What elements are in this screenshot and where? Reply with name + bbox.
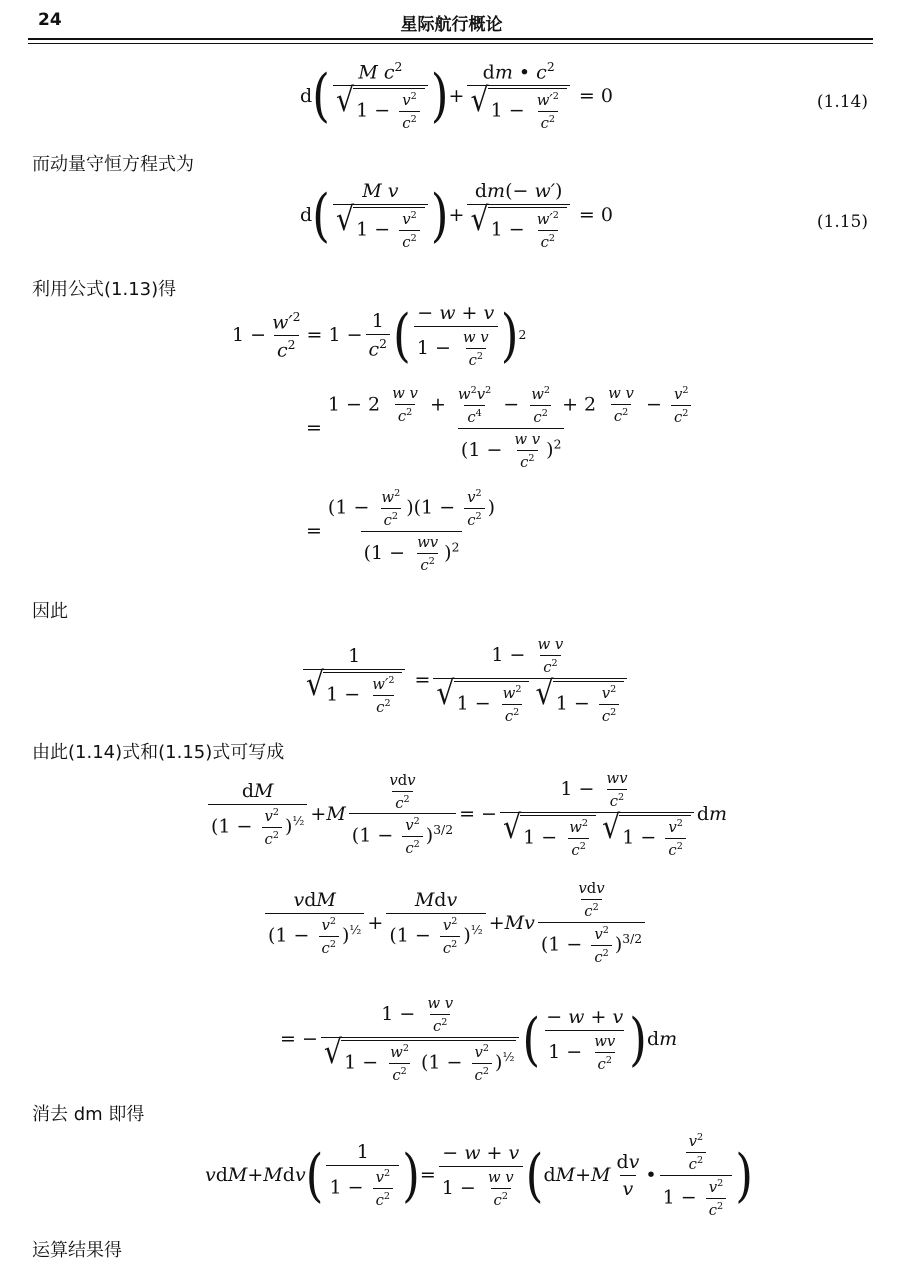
equation-rewrite-a: dM (1 − $\frac{v^2}{c^2}$ )$^{\frac{1}{2}}$ + M $\frac{\text{vdv}}{c^2}$ (1 − $\frac{v^2}{c^2}$ )$^{3/2}$ = − 1 − $\frac{wv}{c^2}$ √ 1 − $\frac{w^2}{c^2}$ √ 1 − $\frac{v^2}{c^2}$ d m (205, 770, 727, 859)
equation-1-14: d ( M $c^2$ √ 1 − $\frac{v^2}{c^2}$ ) + dm • $c^2$ √ 1 − $\frac{w'^2}{c^2}$ = 0 (300, 60, 613, 133)
equation-final: v d M + M d v ( 1 1 − $\frac{v^2}{c^2}$ ) = − w + v 1 − $\frac{\text{w v}}{c^2}$ ( d M + M $\frac{dv}{v}$ • $\frac{v^2}{c^2}$ 1 − $\frac{v^2}{c^2}$ ) (205, 1132, 753, 1219)
equation-derivation-2: = 1 − 2 $\frac{\text{w v}}{c^2}$ + $\frac{w^2v^2}{c^4}$ − $\frac{w^2}{c^2}$ + 2 $\frac{\text{w v}}{c^2}$ − $\frac{v^2}{c^2}$ (1 − $\frac{\text{w v}}{c^2}$ )$^2$ (306, 385, 700, 471)
equation-rewrite-b: vdM (1 − $\frac{v^2}{c^2}$ )$^{\frac{1}{2}}$ + Mdv (1 − $\frac{v^2}{c^2}$ )$^{\frac{1}{2}}$ + Mv $\frac{\text{vdv}}{c^2}$ (1 − $\frac{v^2}{c^2}$ )$^{3/2}$ (262, 880, 648, 966)
equation-number-1-15: (1.15) (816, 212, 868, 232)
equation-number-1-14: (1.14) (816, 92, 868, 112)
paragraph-rewrite: 由此(1.14)式和(1.15)式可写成 (32, 742, 285, 763)
page-number: 24 (38, 10, 62, 30)
paragraph-using-formula: 利用公式(1.13)得 (32, 279, 177, 300)
header-rule (28, 38, 873, 40)
equation-rewrite-c: = − 1 − $\frac{\text{w v}}{c^2}$ √ 1 − $\frac{w^2}{c^2}$ (1 − $\frac{v^2}{c^2}$ )$^{\frac{1}{2}}$ ( − w + v 1 − $\frac{wv}{c^2}$ ) d m (280, 995, 678, 1084)
header-rule-thin (28, 43, 873, 44)
equation-therefore: 1 √ 1 − $\frac{w'^2}{c^2}$ = 1 − $\frac{\text{w v}}{c^2}$ √ 1 − $\frac{w^2}{c^2}$ √ 1 − $\frac{v^2}{c^2}$ (300, 636, 630, 725)
paragraph-cancel-dm: 消去 dm 即得 (32, 1104, 145, 1125)
equation-derivation-1: 1 − $\frac{w'^2}{c^2}$ = 1 − $\frac{1}{c^2}$ ( − w + v 1 − $\frac{\text{w v}}{c^2}$ ) 2 (232, 301, 527, 369)
equation-1-15: d ( M v √ 1 − $\frac{v^2}{c^2}$ ) + dm(− w′) √ 1 − $\frac{w'^2}{c^2}$ = 0 (300, 180, 613, 251)
paragraph-therefore: 因此 (32, 601, 68, 622)
equation-derivation-3: = (1 − $\frac{w^2}{c^2}$ )(1 − $\frac{v^2}{c^2}$ ) (1 − $\frac{wv}{c^2}$ )$^2$ (306, 488, 496, 574)
paragraph-result: 运算结果得 (32, 1240, 122, 1261)
paragraph-momentum: 而动量守恒方程式为 (32, 154, 194, 175)
running-title: 星际航行概论 (400, 15, 503, 35)
